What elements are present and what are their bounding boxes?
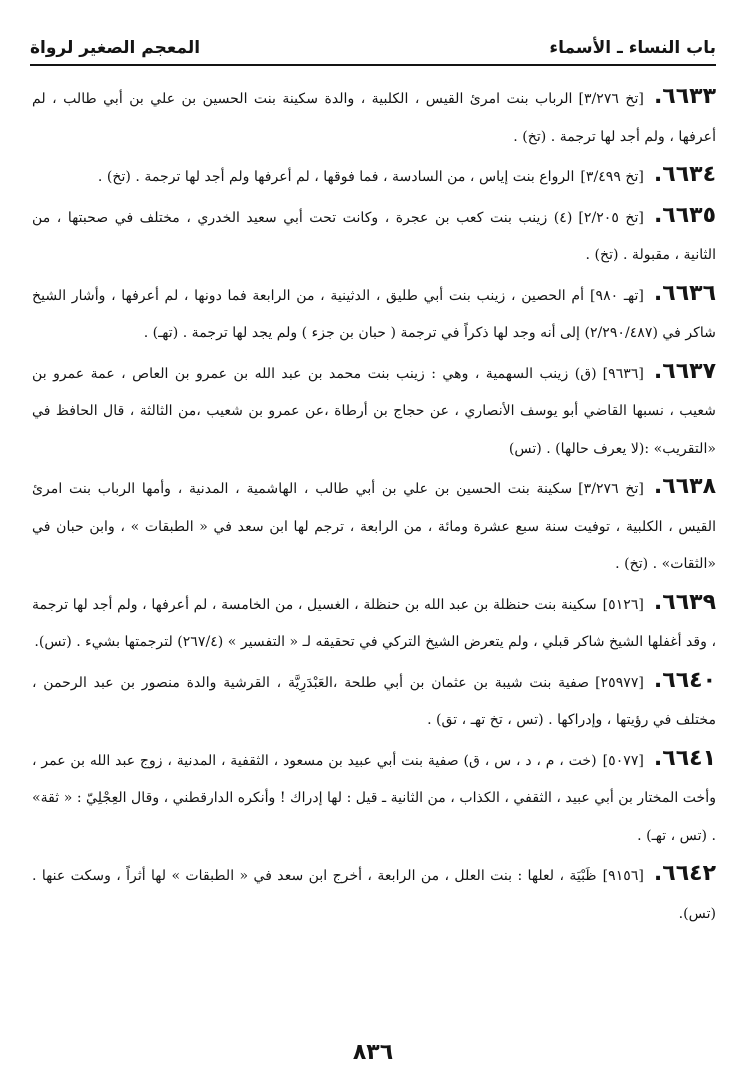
entry-number: ٦٦٣٤ . — [654, 162, 716, 187]
entry-6637 — [32, 353, 716, 469]
entry-6641 — [32, 740, 716, 856]
entry-number: ٦٦٣٧ . — [654, 359, 716, 384]
running-header — [30, 30, 716, 58]
entry-reference: [٢٥٩٧٧] — [595, 674, 644, 691]
entry-number: ٦٦٣٦ . — [654, 281, 716, 306]
entry-reference: [٥١٢٦] — [602, 596, 644, 613]
entry-6636 — [32, 275, 716, 353]
entry-text: سكينة بنت حنظلة بن عبد الله بن حنظلة ، الغسيل ، من الخامسة ، لم أعرفها ، ولم أجد لها ترجمة ، وقد أغفلها الشيخ شاكر قبلي ، ولم يتعرض الشيخ التركي في تحقيقه لـ « التفسير » (٢٦٧/٤) لترجمتها بشيء . (تس). — [32, 596, 716, 650]
entry-text: (خت ، م ، د ، س ، ق) صفية بنت أبي عبيد بن مسعود ، الثقفية ، المدنية ، زوج عبد الله بن عمر ، وأخت المختار بن أبي عبيد ، الثقفي ، الكذاب ، من الثانية ـ قيل : لها إدراك ! وأنكره الدارقطني ، وقال العِجْلِيّ : « ثقة» . (تس ، تهـ) . — [32, 752, 716, 844]
entry-text: أم الحصين ، زينب بنت أبي طليق ، الدثينية ، من الرابعة فما دونها ، لم أعرفها ، وأشار الشيخ شاكر في (٢/٢٩٠/٤٨٧) إلى أنه وجد لها ذكراً في ترجمة ( حبان بن جزء ) ولم يجد لها ترجمة . (تهـ) . — [32, 287, 716, 341]
header-rule — [30, 64, 716, 66]
entry-text: صفية بنت شيبة بن عثمان بن أبي طلحة ،العَبْدَرِيَّة ، القرشية والدة منصور بن عبد الرحمن ، مختلف في رؤيتها ، وإدراكها . (تس ، تخ تهـ ، تق) . — [32, 674, 716, 728]
entry-number: ٦٦٣٨ . — [654, 474, 716, 499]
entry-number: ٦٦٤٢ . — [654, 861, 716, 886]
entry-6635 — [32, 197, 716, 275]
entry-reference: [٩٦٣٦] — [602, 365, 644, 382]
entries-list — [32, 78, 716, 933]
entry-6639 — [32, 584, 716, 662]
entry-text: سكينة بنت الحسين بن علي بن أبي طالب ، الهاشمية ، المدنية ، وأمها الرباب بنت امرئ القيس ، الكلبية ، توفيت سنة سبع عشرة ومائة ، من الرابعة ، ترجم لها ابن سعد في « الطبقات » ، وابن حبان في «الثقات» . (تخ) . — [32, 481, 716, 572]
entry-text: (٤) زينب بنت كعب بن عجرة ، وكانت تحت أبي سعيد الخدري ، مختلف في صحبتها ، من الثانية ، مقبولة . (تخ) . — [32, 209, 716, 263]
entry-number: ٦٦٣٩ . — [654, 590, 716, 615]
entry-text: ظَبْيَة ، لعلها : بنت العلل ، من الرابعة ، أخرج ابن سعد في « الطبقات » لها أثراً ، وسكت عنها . (تس). — [32, 868, 716, 922]
entry-text: الرباب بنت امرئ القيس ، الكلبية ، والدة سكينة بنت الحسين بن علي بن أبي طالب ، لم أعرفها ، ولم أجد لها ترجمة . (تخ) . — [32, 91, 716, 145]
entry-reference: [تخ ٢/٢٠٥] — [578, 209, 644, 226]
chapter-title: باب النساء ـ الأسماء — [549, 38, 716, 58]
entry-reference: [٩١٥٦] — [602, 868, 644, 884]
entry-6638 — [32, 468, 716, 584]
entry-6634 — [32, 156, 716, 197]
entry-reference: [تهـ ٩٨٠] — [590, 287, 644, 304]
entry-number: ٦٦٣٥ . — [654, 203, 716, 228]
entry-reference: [٥٠٧٧] — [602, 752, 644, 769]
entry-6640 — [32, 662, 716, 740]
entry-6633 — [32, 78, 716, 156]
entry-reference: [تخ ٣/٤٩٩] — [580, 169, 644, 185]
entry-reference: [تخ ٣/٢٧٦] — [578, 481, 644, 497]
entry-text: الرواع بنت إياس ، من السادسة ، فما فوقها ، لم أعرفها ولم أجد لها ترجمة . (تخ) . — [97, 169, 575, 185]
page-number: ٨٣٦ — [352, 1040, 394, 1065]
entry-number: ٦٦٤٠ . — [654, 668, 716, 693]
entry-6642 — [32, 855, 716, 933]
entry-number: ٦٦٤١ . — [654, 746, 716, 771]
book-title: المعجم الصغير لرواة — [30, 38, 201, 58]
entry-text: (ق) زينب السهمية ، وهي : زينب بنت محمد بن عبد الله بن عمرو بن العاص ، عمة عمرو بن شعيب ، نسبها القاضي أبو يوسف الأنصاري ، عن حجاج بن أرطاة ،عن عمرو بن شعيب ،من الثالثة ، قال الحافظ في «التقريب» :(لا يعرف حالها) . (تس) — [32, 365, 716, 457]
entry-number: ٦٦٣٣ . — [654, 84, 716, 109]
entry-reference: [تخ ٣/٢٧٦] — [578, 91, 644, 107]
